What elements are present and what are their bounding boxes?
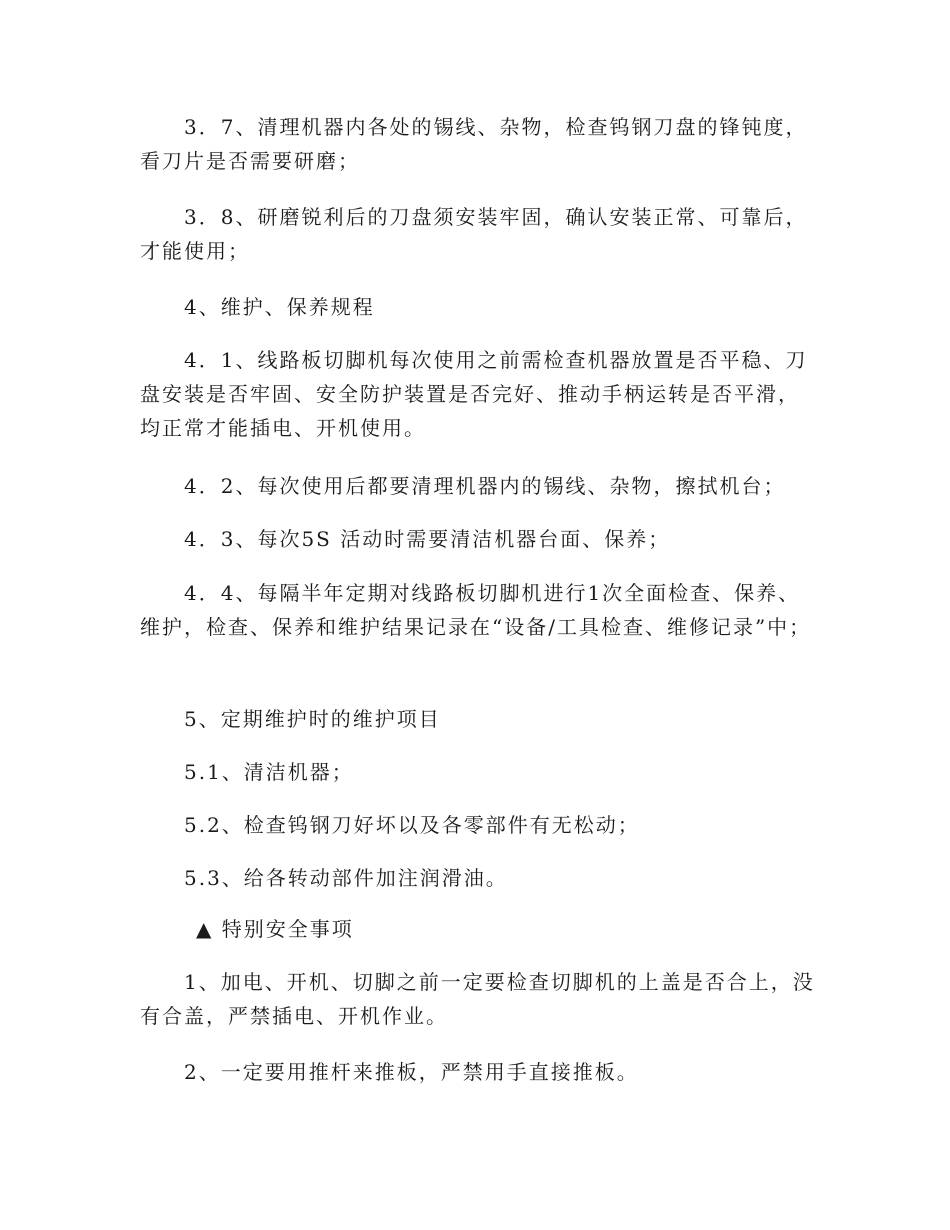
paragraph-4-4: 4．4、每隔半年定期对线路板切脚机进行1次全面检查、保养、维护，检查、保养和维护结果记录在“设备/工具检查、维修记录”中； xyxy=(140,581,812,639)
paragraph-3-7: 3．7、清理机器内各处的锡线、杂物，检查钨钢刀盘的锋钝度，看刀片是否需要研磨； xyxy=(140,115,808,173)
safety-item-1: 1、加电、开机、切脚之前一定要检查切脚机的上盖是否合上，没有合盖，严禁插电、开机作业。 xyxy=(140,970,815,1028)
heading-maintenance-rules: 4、维护、保养规程 xyxy=(184,295,375,319)
paragraph-5-2: 5.2、检查钨钢刀好坏以及各零部件有无松动； xyxy=(184,813,640,837)
heading-periodic-items: 5、定期维护时的维护项目 xyxy=(184,707,441,731)
paragraph-5-1: 5.1、清洁机器； xyxy=(184,760,354,784)
paragraph-4-2: 4．2、每次使用后都要清理机器内的锡线、杂物，擦拭机台； xyxy=(184,474,786,498)
paragraph-5-3: 5.3、给各转动部件加注润滑油。 xyxy=(184,866,508,890)
paragraph-3-8: 3．8、研磨锐利后的刀盘须安装牢固，确认安装正常、可靠后，才能使用； xyxy=(140,205,808,263)
paragraph-4-3: 4．3、每次5S 活动时需要清洁机器台面、保养； xyxy=(184,527,671,551)
heading-special-safety: ▲ 特别安全事项 xyxy=(196,917,354,941)
paragraph-4-1: 4．1、线路板切脚机每次使用之前需检查机器放置是否平稳、刀盘安装是否牢固、安全防护装置是否完好、推动手柄运转是否平滑，均正常才能插电、开机使用。 xyxy=(140,348,808,440)
safety-item-2: 2、一定要用推杆来推板，严禁用手直接推板。 xyxy=(184,1060,639,1084)
